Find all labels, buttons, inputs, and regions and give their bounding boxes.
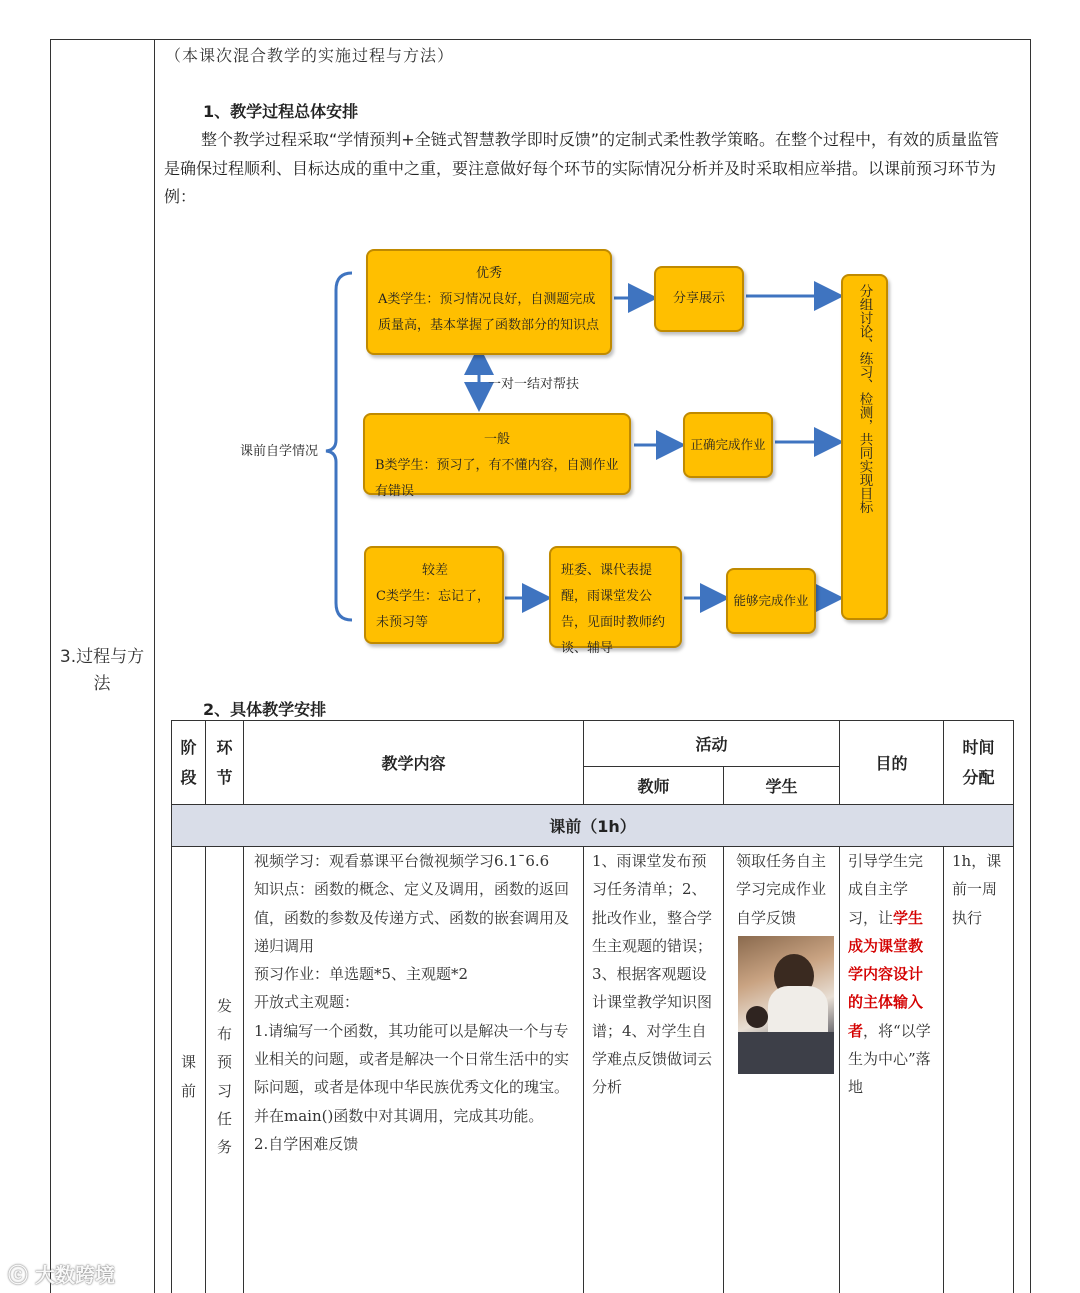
heading-overall-arrangement: 1、教学过程总体安排 (203, 102, 359, 121)
student-activity-text: 领取任务自主学习完成作业自学反馈 (736, 852, 827, 927)
box-poor (364, 546, 504, 644)
purpose-text-pre: 引导学生完成自主学习，让 (848, 852, 924, 927)
cell-student (724, 847, 840, 1293)
bracket-shape (326, 273, 352, 620)
cell-teacher: 1、雨课堂发布预习任务清单；2、批改作业，整合学生主观题的错误；3、根据客观题设计课堂教学知识图谱；4、对学生自学难点反馈做词云分析 (584, 847, 724, 1293)
watermark-text: 大数跨境 (34, 1263, 115, 1287)
watermark (8, 1259, 115, 1288)
purpose-text-highlight: 学生成为课堂教学内容设计的主体输入者 (848, 908, 924, 1040)
photo-figure-second (746, 1006, 768, 1028)
box-reminder: 班委、课代表提醒，雨课堂发公告，见面时教师约谈、辅导 (549, 546, 682, 648)
content-line-task1: 1.请编写一个函数，其功能可以是解决一个与专业相关的问题，或者是解决一个日常生活中的实际问题，或者是体现中华民族优秀文化的瑰宝。并在main()函数中对其调用，完成其功能。 (254, 1021, 570, 1125)
box-complete: 能够完成作业 (726, 568, 816, 634)
box-excellent-title: 优秀 (475, 266, 502, 281)
header-content: 教学内容 (244, 721, 584, 805)
content-line-knowledge: 知识点：函数的概念、定义及调用，函数的返回值，函数的参数及传递方式、函数的嵌套调用及递归调用 (254, 880, 570, 955)
diagram-link-label: 一对一结对帮扶 (488, 377, 580, 392)
box-average (363, 413, 631, 499)
cell-time: 1h，课前一周执行 (944, 847, 1014, 1293)
header-purpose: 目的 (840, 721, 944, 805)
box-excellent-body: A类学生：预习情况良好，自测题完成质量高，基本掌握了函数部分的知识点 (378, 292, 600, 333)
intro-paragraph: 整个教学过程采取“学情预判+全链式智慧教学即时反馈”的定制式柔性教学策略。在整个过程中，有效的质量监管是确保过程顺利、目标达成的重中之重，要注意做好每个环节的实际情况分析并及时采取相应举措。以课前预习环节为例： (164, 130, 999, 206)
box-share: 分享展示 (654, 266, 744, 332)
header-student: 学生 (724, 767, 840, 805)
box-correct: 正确完成作业 (683, 412, 773, 478)
diagram-root-label: 课前自学情况 (240, 444, 319, 459)
cell-step: 发布预习任务 (206, 847, 244, 1293)
cell-content (244, 847, 584, 1293)
header-time: 时间分配 (944, 721, 1014, 805)
purpose-text-post: ，将“以学生为中心”落地 (848, 1021, 931, 1097)
photo-desk (738, 1032, 834, 1074)
content-line-open: 开放式主观题： (254, 993, 360, 1012)
watermark-logo-icon: ⓒ (8, 1263, 28, 1287)
content-line-homework: 预习作业：单选题*5、主观题*2 (254, 965, 469, 984)
section-label: 3.过程与方法 (59, 647, 145, 694)
box-average-body: B类学生：预习了，有不懂内容，自测作业有错误 (375, 458, 619, 499)
box-excellent (366, 249, 612, 355)
header-stage: 阶段 (172, 721, 206, 805)
cell-stage: 课前 (172, 847, 206, 1293)
student-photo (738, 936, 834, 1074)
box-final-goal: 分组讨论、练习、检测，共同实现目标 (841, 274, 888, 620)
header-activity: 活动 (584, 721, 840, 767)
content-line-task2: 2.自学困难反馈 (254, 1134, 359, 1153)
heading-specific-arrangement: 2、具体教学安排 (203, 700, 327, 719)
header-teacher: 教师 (584, 767, 724, 805)
section-subtitle: （本课次混合教学的实施过程与方法） (165, 46, 455, 65)
content-line-video: 视频学习：观看慕课平台微视频学习6.1ˉ6.6 (254, 852, 550, 870)
schedule-table (171, 720, 1014, 1293)
cell-purpose (840, 847, 944, 1293)
header-step: 环节 (206, 721, 244, 805)
band-pre-class: 课前（1h） (172, 805, 1014, 847)
box-average-title: 一般 (483, 432, 510, 447)
box-poor-title: 较差 (421, 563, 448, 578)
box-poor-body: C类学生：忘记了，未预习等 (376, 589, 490, 630)
